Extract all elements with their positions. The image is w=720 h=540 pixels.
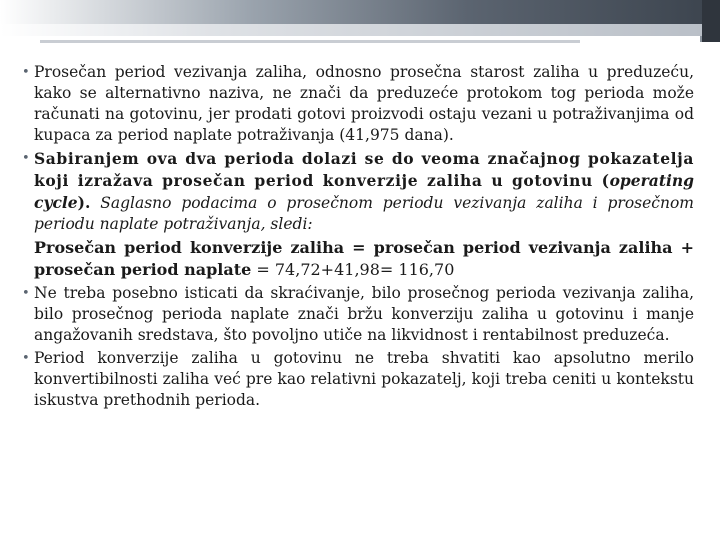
paragraph-italic-text: Saglasno podacima o prosečnom periodu vezivanja zaliha i prosečnom periodu naplate potraživanja, sledi: (34, 194, 694, 233)
formula-value: = 74,72+41,98= 116,70 (251, 260, 455, 279)
slide-content (22, 62, 694, 413)
header-thin-rule (40, 40, 580, 43)
bullet-icon: • (22, 151, 30, 166)
header-gradient-bar (0, 0, 720, 24)
paragraph-bold-end: ). (77, 193, 91, 212)
paragraph-text: Period konverzije zaliha u gotovinu ne treba shvatiti kao apsolutno merilo konvertibilnosti zaliha već pre kao relativni pokazatelj, koji treba ceniti u kontekstu iskustva prethodnih perioda. (34, 349, 694, 409)
paragraph-operating-cycle (22, 148, 694, 235)
header-side-line (700, 36, 702, 42)
paragraph-shortening (22, 283, 694, 346)
operating-cycle-term: operating cycle (34, 171, 694, 212)
header-accent-rule (0, 24, 702, 36)
paragraph-inventory-period (22, 62, 694, 146)
paragraph-text: Ne treba posebno isticati da skraćivanje, bilo prosečnog perioda vezivanja zaliha, bilo prosečnog perioda naplate znači bržu konverziju zaliha u gotovinu i manje angažovanih sredstava, što povoljno utiče na likvidnost i rentabilnost preduzeća. (34, 284, 694, 344)
formula-expression: Prosečan period konverzije zaliha = prosečan period vezivanja zaliha + prosečan period naplate (34, 238, 694, 279)
formula-line (34, 237, 694, 281)
bullet-icon: • (22, 286, 30, 301)
header-corner-block (702, 0, 720, 42)
paragraph-bold-text: Sabiranjem ova dva perioda dolazi se do veoma značajnog pokazatelja koji izražava prosečan period konverzije zaliha u gotovinu ( (34, 149, 694, 190)
bullet-icon: • (22, 65, 30, 80)
paragraph-relative-indicator (22, 348, 694, 411)
bullet-icon: • (22, 351, 30, 366)
paragraph-text: Prosečan period vezivanja zaliha, odnosno prosečna starost zaliha u preduzeću, kako se alternativno naziva, ne znači da preduzeće protokom tog perioda može računati na gotovinu, jer prodati gotovi proizvodi ostaju vezani u potraživanjima od kupaca za period naplate potraživanja (41,975 dana). (34, 63, 694, 144)
